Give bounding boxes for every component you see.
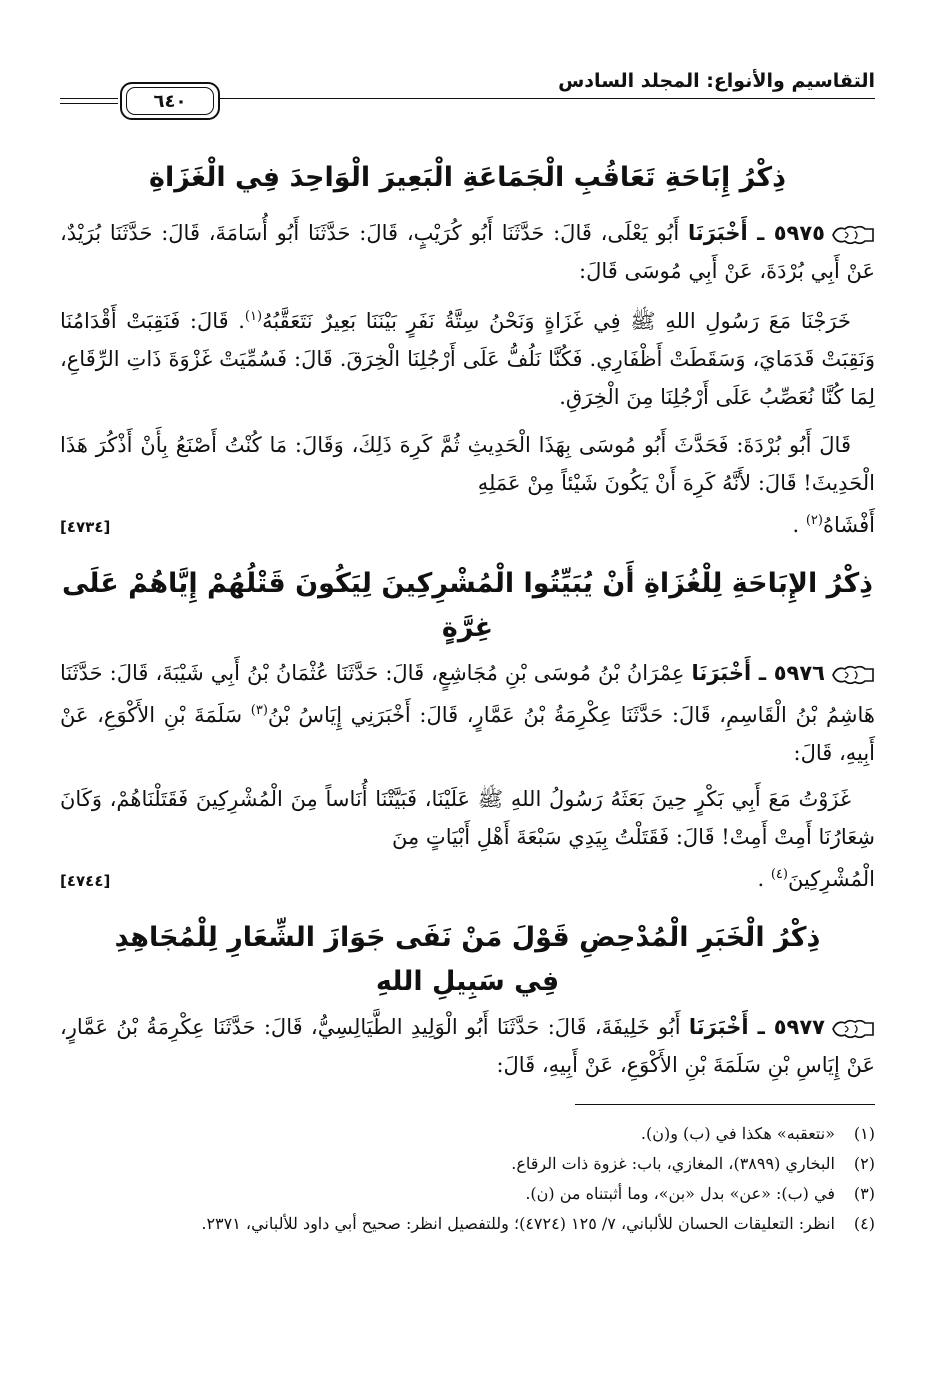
- hadith-matn: خَرَجْنَا مَعَ رَسُولِ اللهِ ﷺ فِي غَزَاةٍ وَنَحْنُ سِتَّةُ نَفَرٍ بَيْنَنَا بَعِيرٌ نَتَعَقَّبُهُ$^{(١)}$. قَالَ: فَنَقِبَتْ أَقْدَامُنَا وَنَقِبَتْ قَدَمَايَ، وَسَقَطَتْ أَظْفَارِي. فَكُنَّا نَلُفُّ عَلَى أَرْجُلِنَا الْخِرَقَ. قَالَ: فَسُمِّيَتْ غَزْوَةَ ذَاتِ الرِّقَاعِ، لِمَا كُنَّا نُعَصِّبُ عَلَى أَرْجُلِنَا مِنَ الْخِرَقِ. قَالَ أَبُو بُرْدَةَ: فَحَدَّثَ أَبُو مُوسَى بِهَذَا الْحَدِيثِ ثُمَّ كَرِهَ ذَلِكَ، وَقَالَ: مَا كُنْتُ أَصْنَعُ بِأَنْ أَذْكُرَ هَذَا الْحَدِيثَ! قَالَ: لأَنَّهُ كَرِهَ أَنْ يَكُونَ شَيْئاً مِنْ عَمَلِهِ أَفْشَاهُ$^{(٢)}$ . [٤٧٣٤]: [60, 298, 875, 546]
- footnote-number: (٤): [853, 1214, 875, 1233]
- section-heading: ذِكْرُ الْخَبَرِ الْمُدْحِضِ قَوْلَ مَنْ نَفَى جَوَازَ الشِّعَارِ لِلْمُجَاهِدِ: [114, 922, 821, 953]
- hadith-isnad: ٥٩٧٧ ـ أَخْبَرَنَا أَبُو خَلِيفَةَ، قَالَ: حَدَّثَنَا أَبُو الْوَلِيدِ الطَّيَالِسِيُّ، قَالَ: حَدَّثَنَا عِكْرِمَةُ بْنُ عَمَّارٍ، عَنْ إِيَاسِ بْنِ سَلَمَةَ بْنِ الأَكْوَعِ، عَنْ أَبِيهِ، قَالَ:: [60, 1015, 875, 1077]
- hadith-matn: غَزَوْتُ مَعَ أَبِي بَكْرٍ حِينَ بَعَثَهُ رَسُولُ اللهِ ﷺ عَلَيْنَا، فَبَيَّتْنَا أُنَاساً مِنَ الْمُشْرِكِينَ فَقَتَلْنَاهُمْ، وَكَانَ شِعَارُنَا أَمِتْ أَمِتْ! قَالَ: فَقَتَلْتُ بِيَدِي سَبْعَةَ أَهْلِ أَبْيَاتٍ مِنَ الْمُشْرِكِينَ$^{(٤)}$ . [٤٧٤٤]: [60, 780, 875, 900]
- section-heading-continued: فِي سَبِيلِ اللهِ: [375, 966, 560, 997]
- header-rule: [220, 98, 875, 99]
- isnad-text: أَبُو يَعْلَى، قَالَ: حَدَّثَنَا أَبُو كُرَيْبٍ، قَالَ: حَدَّثَنَا أَبُو أُسَامَةَ، قَالَ:: [161, 221, 680, 245]
- running-header: [60, 60, 875, 118]
- footnote-text: انظر: التعليقات الحسان للألباني، ٧/ ١٢٥ (٤٧٢٤)؛ وللتفصيل انظر: صحيح أبي داود للألباني، ٢٣٧١.: [201, 1214, 835, 1233]
- isnad-text: عِمْرَانُ بْنُ مُوسَى بْنِ مُجَاشِعٍ، قَالَ: حَدَّثَنَا عُثْمَانُ بْنُ أَبِي شَيْبَةَ،: [155, 661, 685, 685]
- header-rule-left-double: [60, 103, 118, 104]
- footnote-text: «نتعقبه» هكذا في (ب) و(ن).: [640, 1124, 835, 1143]
- matn-text: أَفْشَاهُ: [822, 513, 875, 537]
- hadith-number: ٥٩٧٧: [773, 1015, 825, 1039]
- footnote: [60, 1209, 875, 1239]
- matn-text: خَرَجْنَا مَعَ رَسُولِ اللهِ ﷺ فِي غَزَاةٍ وَنَحْنُ سِتَّةُ نَفَرٍ بَيْنَنَا بَعِيرٌ نَتَعَقَّبُهُ: [262, 309, 851, 333]
- footnote-number: (٣): [853, 1184, 875, 1203]
- footnote-number: (٢): [853, 1154, 875, 1173]
- matn-text: . قَالَ: فَنَقِبَتْ أَقْدَامُنَا وَنَقِبَتْ قَدَمَايَ، وَسَقَطَتْ أَظْفَارِي. فَكُنَّا نَلُفُّ عَلَى أَرْجُلِنَا الْخِرَقَ. قَالَ: فَسُمِّيَتْ غَزْوَةَ ذَاتِ الرِّقَاعِ، لِمَا كُنَّا نُعَصِّبُ عَلَى أَرْجُلِنَا مِنَ الْخِرَقِ.: [60, 309, 875, 409]
- hadith-marker-icon: [831, 663, 875, 687]
- matn-text: غَزَوْتُ مَعَ أَبِي بَكْرٍ حِينَ بَعَثَهُ رَسُولُ اللهِ ﷺ عَلَيْنَا، فَبَيَّتْنَا أُنَاساً مِنَ الْمُشْرِكِينَ فَقَتَلْنَاهُمْ، وَكَانَ شِعَارُنَا أَمِتْ أَمِتْ! قَالَ: فَقَتَلْتُ بِيَدِي سَبْعَةَ أَهْلِ أَبْيَاتٍ مِنَ: [60, 787, 875, 849]
- isnad-text: قَالَ: حَدَّثَنَا هَاشِمُ بْنُ الْقَاسِمِ، قَالَ: حَدَّثَنَا عِكْرِمَةُ بْنُ عَمَّارٍ، قَالَ: أَخْبَرَنِي إِيَاسُ بْنُ: [60, 661, 875, 727]
- footnote-number: (١): [853, 1124, 875, 1143]
- isnad-text: عِكْرِمَةُ بْنُ عَمَّارٍ، عَنْ إِيَاسِ بْنِ سَلَمَةَ بْنِ الأَكْوَعِ، عَنْ أَبِيهِ، قَالَ:: [60, 1015, 875, 1077]
- akhbarana-label: أَخْبَرَنَا: [691, 661, 752, 685]
- page-number: ٦٤٠: [153, 90, 187, 112]
- footnote-ref: (١): [244, 309, 263, 324]
- book-page: [60, 60, 875, 1350]
- footnote-ref: (٢): [805, 513, 823, 528]
- running-title: التقاسيم والأنواع: المجلد السادس: [558, 70, 875, 92]
- akhbarana-label: أَخْبَرَنَا: [687, 221, 748, 245]
- footnote: [60, 1179, 875, 1209]
- hadith-isnad: ٥٩٧٦ ـ أَخْبَرَنَا عِمْرَانُ بْنُ مُوسَى بْنِ مُجَاشِعٍ، قَالَ: حَدَّثَنَا عُثْمَانُ بْنُ أَبِي شَيْبَةَ، قَالَ: حَدَّثَنَا هَاشِمُ بْنُ الْقَاسِمِ، قَالَ: حَدَّثَنَا عِكْرِمَةُ بْنُ عَمَّارٍ، قَالَ: أَخْبَرَنِي إِيَاسُ بْنُ$^{(٣)}$ سَلَمَةَ بْنِ الأَكْوَعِ، عَنْ أَبِيهِ، قَالَ:: [60, 661, 875, 765]
- hadith-isnad: ٥٩٧٥ ـ أَخْبَرَنَا أَبُو يَعْلَى، قَالَ: حَدَّثَنَا أَبُو كُرَيْبٍ، قَالَ: حَدَّثَنَا أَبُو أُسَامَةَ، قَالَ: حَدَّثَنَا بُرَيْدٌ، عَنْ أَبِي بُرْدَةَ، عَنْ أَبِي مُوسَى قَالَ:: [60, 221, 875, 283]
- isnad-text: حَدَّثَنَا بُرَيْدٌ، عَنْ أَبِي بُرْدَةَ، عَنْ أَبِي مُوسَى قَالَ:: [60, 221, 875, 283]
- hadith-number: ٥٩٧٥: [773, 221, 825, 245]
- page-number-frame: [120, 82, 220, 120]
- footnotes-separator: [575, 1104, 875, 1105]
- footnotes: [60, 1119, 875, 1239]
- hadith-number: ٥٩٧٦: [773, 661, 825, 685]
- matn-text: قَالَ أَبُو بُرْدَةَ: فَحَدَّثَ أَبُو مُوسَى بِهَذَا الْحَدِيثِ ثُمَّ كَرِهَ ذَلِكَ، وَقَالَ: مَا كُنْتُ أَصْنَعُ بِأَنْ أَذْكُرَ هَذَا الْحَدِيثَ! قَالَ: لأَنَّهُ كَرِهَ أَنْ يَكُونَ شَيْئاً مِنْ عَمَلِهِ: [60, 433, 875, 495]
- akhbarana-label: أَخْبَرَنَا: [688, 1015, 749, 1039]
- section-heading: ذِكْرُ إِبَاحَةِ تَعَاقُبِ الْجَمَاعَةِ الْبَعِيرَ الْوَاحِدَ فِي الْغَزَاةِ: [149, 162, 786, 193]
- header-rule-left: [60, 98, 118, 99]
- hadith-marker-icon: [831, 223, 875, 247]
- footnote-text: في (ب): «عن» بدل «بن»، وما أثبتناه من (ن).: [525, 1184, 835, 1203]
- footnote-text: البخاري (٣٨٩٩)، المغازي، باب: غزوة ذات الرقاع.: [511, 1154, 835, 1173]
- isnad-text: سَلَمَةَ بْنِ الأَكْوَعِ، عَنْ أَبِيهِ، قَالَ:: [60, 703, 875, 765]
- hadith-marker-icon: [831, 1017, 875, 1041]
- footnote-ref: (٤): [770, 867, 788, 882]
- footnote: [60, 1119, 875, 1149]
- isnad-text: أَبُو خَلِيفَةَ، قَالَ: حَدَّثَنَا أَبُو الْوَلِيدِ الطَّيَالِسِيُّ، قَالَ: حَدَّثَنَا: [212, 1015, 681, 1039]
- footnote-ref: (٣): [250, 703, 268, 718]
- cross-reference: [٤٧٤٤]: [60, 872, 111, 890]
- matn-text: الْمُشْرِكِينَ: [787, 867, 875, 891]
- section-heading: ذِكْرُ الإِبَاحَةِ لِلْغُزَاةِ أَنْ يُبَيِّتُوا الْمُشْرِكِينَ لِيَكُونَ قَتْلُهُمْ إِيَّاهُمْ عَلَى غِرَّةٍ: [61, 568, 874, 643]
- cross-reference: [٤٧٣٤]: [60, 518, 111, 536]
- footnote: [60, 1149, 875, 1179]
